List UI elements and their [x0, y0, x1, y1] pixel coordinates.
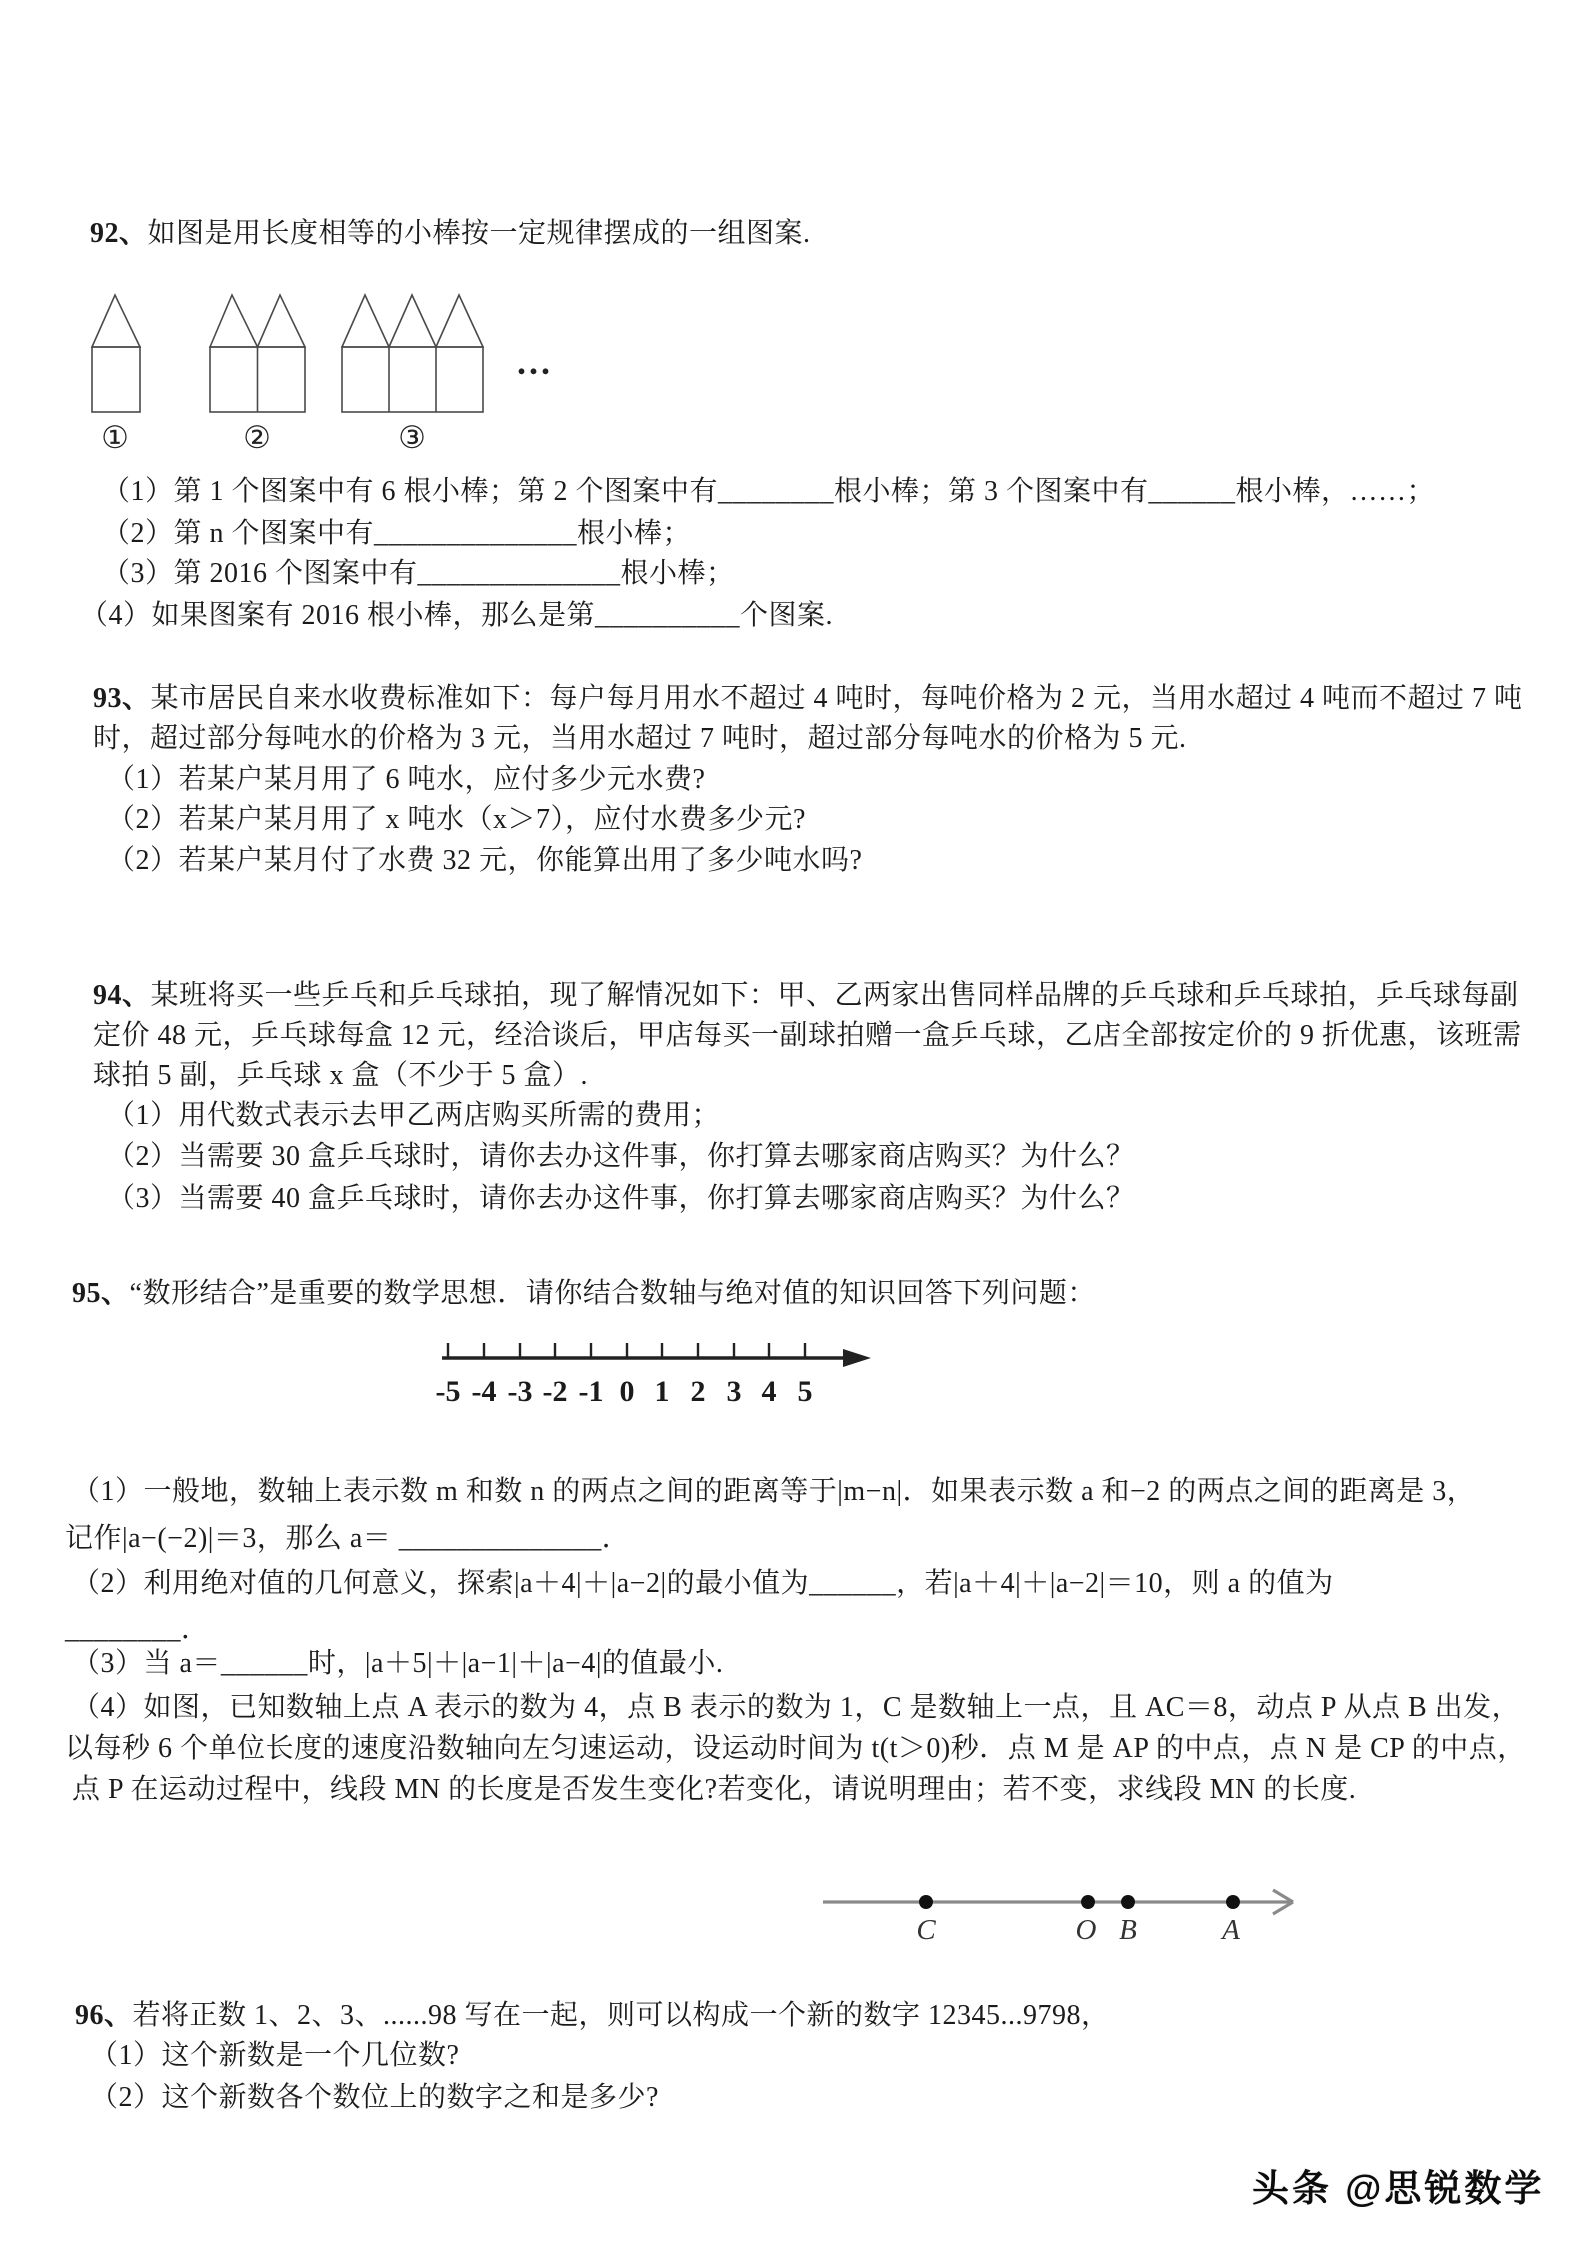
tick-label: -5 [435, 1375, 461, 1408]
p92-item-2: （2）第 n 个图案中有______________根小棒； [102, 518, 692, 549]
tick-label: 1 [654, 1375, 670, 1408]
p94-item-2: （2）当需要 30 盒乒乓球时，请你去办这件事，你打算去哪家商店购买？为什么？ [107, 1141, 1135, 1172]
p95-line-4: ________． [65, 1614, 210, 1645]
p94-intro-line-2: 定价 48 元，乒乓球每盒 12 元，经洽谈后，甲店每买一副球拍赠一盒乒乓球，乙店全部按定价的 9 折优惠，该班需 [93, 1020, 1522, 1051]
numberline-axis [442, 1343, 848, 1358]
p92-item-3: （3）第 2016 个图案中有______________根小棒； [102, 558, 735, 589]
tick-label: -3 [507, 1375, 533, 1408]
p94-intro-line-3: 球拍 5 副，乒乓球 x 盒（不少于 5 盒）. [93, 1060, 589, 1091]
p95-numberline-figure [430, 1332, 875, 1410]
pattern-ellipsis: ... [517, 342, 553, 382]
p95-title-text: “数形结合”是重要的数学思想．请你结合数轴与绝对值的知识回答下列问题： [129, 1278, 1096, 1309]
p94-intro-text-1: 某班将买一些乒乓和乒乓球拍，现了解情况如下：甲、乙两家出售同样品牌的乒乓球和乒乓球拍，乒乓球每副 [150, 980, 1519, 1011]
p95-line-7: 以每秒 6 个单位长度的速度沿数轴向左匀速运动，设运动时间为 t(t＞0)秒．点 M 是 AP 的中点，点 N 是 CP 的中点， [65, 1733, 1526, 1764]
p96-item-1: （1）这个新数是一个几位数? [90, 2040, 460, 2071]
p95-title [72, 1276, 1096, 1312]
point-label-A: A [1222, 1914, 1240, 1946]
figure-label-1: ① [101, 420, 129, 455]
p93-intro-line-2: 时，超过部分每吨水的价格为 3 元，当用水超过 7 吨时，超过部分每吨水的价格为 5 元. [93, 723, 1187, 754]
p92-item-1: （1）第 1 个图案中有 6 根小棒；第 2 个图案中有________根小棒；第 3 个图案中有______根小棒，……； [102, 476, 1436, 507]
p93-item-2: （2）若某户某月用了 x 吨水（x＞7），应付水费多少元? [107, 804, 806, 835]
tick-label: 3 [726, 1375, 742, 1408]
p95-line-5: （3）当 a＝______时，|a＋5|＋|a−1|＋|a−4|的值最小. [72, 1648, 724, 1679]
p94-item-3: （3）当需要 40 盒乒乓球时，请你去办这件事，你打算去哪家商店购买？为什么？ [107, 1183, 1135, 1214]
p95-number: 95、 [72, 1278, 130, 1309]
p92-stick-pattern-figure [85, 282, 555, 460]
p95-line-2: 记作|a−(−2)|＝3，那么 a＝ ______________． [65, 1523, 631, 1554]
p94-number: 94、 [93, 980, 151, 1011]
figure-label-2: ② [243, 420, 271, 455]
point-label-C: C [916, 1914, 936, 1946]
tick-label: 0 [619, 1375, 635, 1408]
p95-line-8: 点 P 在运动过程中，线段 MN 的长度是否发生变化?若变化，请说明理由；若不变，求线段 MN 的长度. [72, 1774, 1357, 1805]
p93-intro-line-1 [93, 681, 1523, 717]
p92-title-text: 如图是用长度相等的小棒按一定规律摆成的一组图案. [147, 218, 811, 249]
points-axis [823, 1890, 1293, 1914]
p96-number: 96、 [75, 2000, 133, 2031]
p94-intro-line-1 [93, 978, 1519, 1014]
point-label-B: B [1119, 1914, 1137, 1946]
p93-intro-text-1: 某市居民自来水收费标准如下：每户每月用水不超过 4 吨时，每吨价格为 2 元，当用水超过 4 吨而不超过 7 吨 [150, 683, 1523, 714]
house-figure-2 [210, 295, 305, 412]
p93-item-3: （2）若某户某月付了水费 32 元，你能算出用了多少吨水吗? [107, 845, 863, 876]
p93-item-1: （1）若某户某月用了 6 吨水，应付多少元水费? [107, 764, 706, 795]
tick-label: -2 [542, 1375, 568, 1408]
tick-label: -4 [471, 1375, 497, 1408]
p93-number: 93、 [93, 683, 151, 714]
tick-label: 5 [797, 1375, 813, 1408]
house-figure-3 [342, 295, 483, 412]
axis-arrowhead [843, 1349, 871, 1367]
house-figure-1 [92, 295, 140, 412]
point-label-O: O [1075, 1914, 1097, 1946]
p95-line-1: （1）一般地，数轴上表示数 m 和数 n 的两点之间的距离等于|m−n|．如果表示数 a 和−2 的两点之间的距离是 3， [72, 1476, 1476, 1507]
tick-label: -1 [578, 1375, 604, 1408]
p92-item-4: （4）如果图案有 2016 根小棒，那么是第__________个图案. [80, 600, 834, 631]
tick-label: 2 [690, 1375, 706, 1408]
p95-line-6: （4）如图，已知数轴上点 A 表示的数为 4，点 B 表示的数为 1，C 是数轴上一点，且 AC＝8，动点 P 从点 B 出发， [72, 1692, 1521, 1723]
figure-label-3: ③ [398, 420, 426, 455]
p96-title-text: 若将正数 1、2、3、......98 写在一起，则可以构成一个新的数字 12345...9798， [132, 2000, 1110, 2031]
p92-number: 92、 [90, 218, 148, 249]
p94-item-1: （1）用代数式表示去甲乙两店购买所需的费用； [107, 1100, 721, 1131]
p96-item-2: （2）这个新数各个数位上的数字之和是多少? [90, 2082, 659, 2113]
p96-title [75, 1998, 1110, 2034]
tick-label: 4 [761, 1375, 777, 1408]
watermark: 头条 @思锐数学 [1252, 2168, 1545, 2209]
p95-line-3: （2）利用绝对值的几何意义，探索|a＋4|＋|a−2|的最小值为______，若|a＋4|＋|a−2|＝10，则 a 的值为 [72, 1568, 1334, 1599]
p92-title [90, 216, 811, 252]
p95-points-numberline-figure [815, 1878, 1315, 1948]
